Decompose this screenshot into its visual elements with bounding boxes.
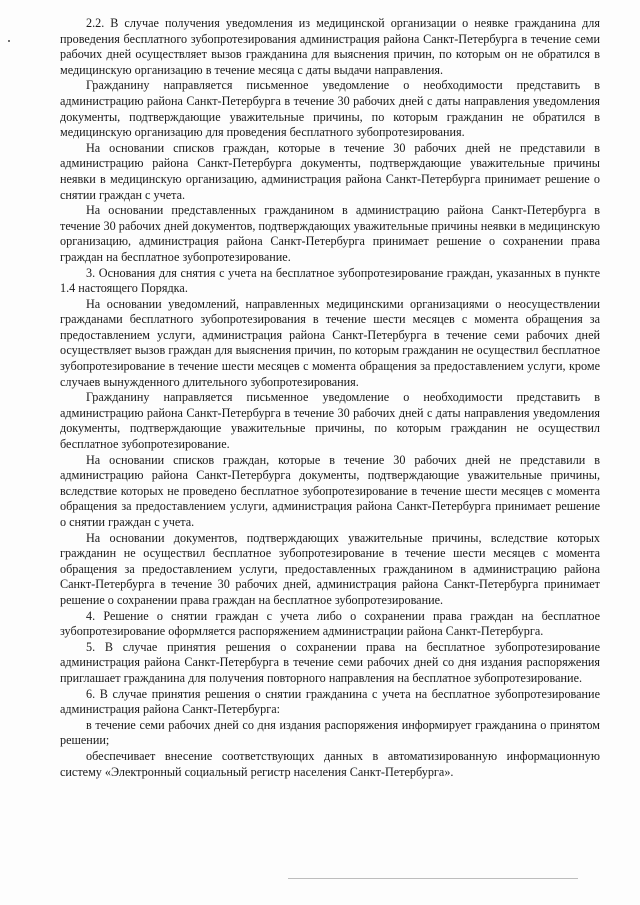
paragraph-4: 4. Решение о снятии граждан с учета либо о сохранении права граждан на бесплатное зубопротезирование оформляется распоряжением администрации района Санкт-Петербурга. xyxy=(60,608,600,639)
paragraph-2-2: 2.2. В случае получения уведомления из медицинской организации о неявке гражданина для проведения бесплатного зубопротезирования администрация района Санкт-Петербурга в течение семи рабочих дней осуществляет вызов гражданина для выяснения причин, по которым он не обратился в медицинскую организацию в течение месяца с даты выдачи направления. xyxy=(60,16,600,77)
footer-rule xyxy=(288,878,578,879)
paragraph-removal-no-docs: На основании списков граждан, которые в течение 30 рабочих дней не представили в администрацию района Санкт-Петербурга документы, подтверждающие уважительные причины неявки в медицинскую организацию, администрация района Санкт-Петербурга принимает решение о снятии граждан с учета. xyxy=(60,140,600,202)
document-body xyxy=(60,16,600,780)
paragraph-retain-right-2: На основании документов, подтверждающих уважительные причины, вследствие которых гражданин не осуществил бесплатное зубопротезирование в течение шести месяцев с момента обращения за предоставлением услуги, предоставленных гражданином в администрацию района Санкт-Петербурга в течение 30 рабочих дней, администрация района Санкт-Петербурга принимает решение о сохранении права граждан на бесплатное зубопротезирование. xyxy=(60,530,600,607)
paragraph-6-register: обеспечивает внесение соответствующих данных в автоматизированную информационную систему «Электронный социальный регистр населения Санкт-Петербурга». xyxy=(60,748,600,779)
paragraph-6-inform: в течение семи рабочих дней со дня издания распоряжения информирует гражданина о принятом решении; xyxy=(60,717,600,748)
paragraph-removal-no-docs-2: На основании списков граждан, которые в течение 30 рабочих дней не представили в администрацию района Санкт-Петербурга документы, подтверждающие уважительные причины, вследствие которых не проведено бесплатное зубопротезирование в течение шести месяцев с момента обращения за предоставлением услуги, администрация района Санкт-Петербурга принимает решение о снятии граждан с учета. xyxy=(60,452,600,529)
paragraph-retain-right: На основании представленных гражданином в администрацию района Санкт-Петербурга в течение 30 рабочих дней документов, подтверждающих уважительные причины неявки в медицинскую организацию, администрация района Санкт-Петербурга принимает решение о сохранении права граждан на бесплатное зубопротезирование. xyxy=(60,203,600,264)
scan-speck xyxy=(8,40,10,42)
paragraph-3: 3. Основания для снятия с учета на бесплатное зубопротезирование граждан, указанных в пункте 1.4 настоящего Порядка. xyxy=(60,265,600,296)
paragraph-6: 6. В случае принятия решения о снятии гражданина с учета на бесплатное зубопротезирование администрация района Санкт-Петербурга: xyxy=(60,686,600,717)
paragraph-5: 5. В случае принятия решения о сохранении права на бесплатное зубопротезирование администрация района Санкт-Петербурга в течение семи рабочих дней со дня издания распоряжения приглашает гражданина для получения повторного направления на бесплатное зубопротезирование. xyxy=(60,639,600,685)
paragraph-medical-notices: На основании уведомлений, направленных медицинскими организациями о неосуществлении гражданами бесплатного зубопротезирования в течение шести месяцев с момента обращения за предоставлением услуги, администрация района Санкт-Петербурга в течение семи рабочих дней осуществляет вызов граждан для выяснения причин, по которым гражданин не осуществил бесплатное зубопротезирование в течение шести месяцев с момента обращения за предоставлением услуги, кроме случаев вынужденного длительного зубопротезирования. xyxy=(60,296,600,389)
paragraph-notification: Гражданину направляется письменное уведомление о необходимости представить в администрацию района Санкт-Петербурга в течение 30 рабочих дней с даты направления уведомления документы, подтверждающие уважительные причины, по которым гражданин не обратился в медицинскую организацию для проведения бесплатного зубопротезирования. xyxy=(60,78,600,140)
paragraph-notification-2: Гражданину направляется письменное уведомление о необходимости представить в администрацию района Санкт-Петербурга в течение 30 рабочих дней с даты направления уведомления документы, подтверждающие уважительные причины, по которым гражданин не осуществил бесплатное зубопротезирование. xyxy=(60,390,600,452)
